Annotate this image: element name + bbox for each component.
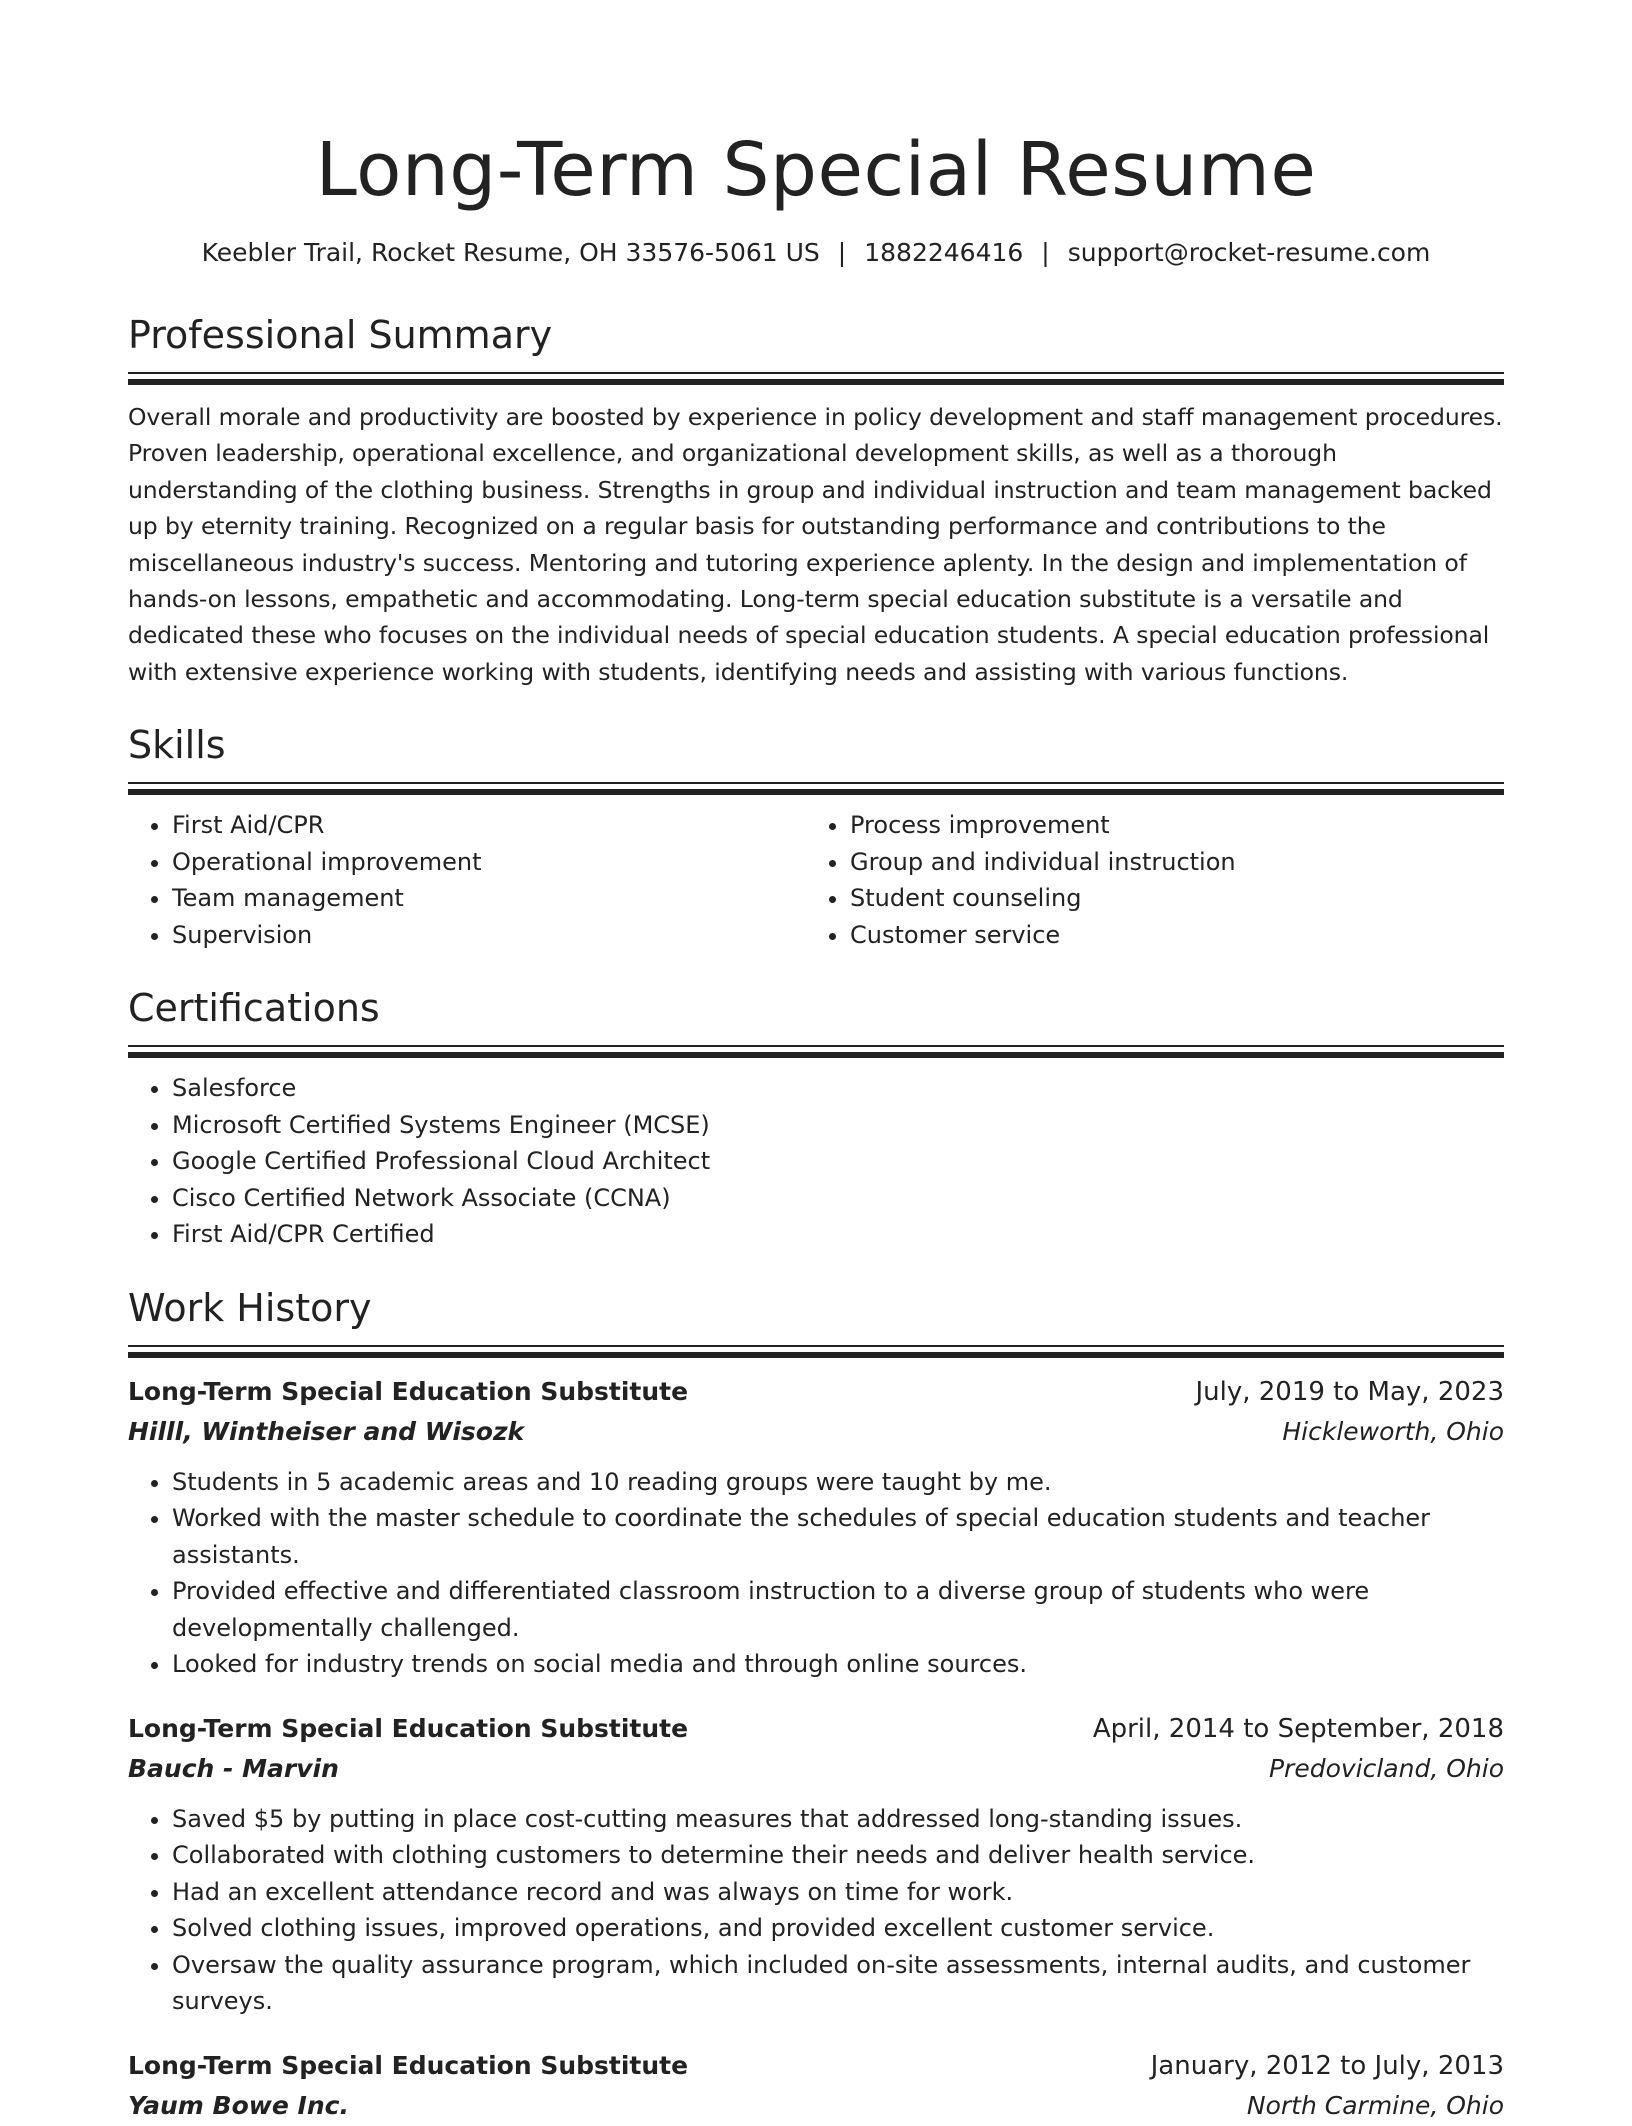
certification-item: • Cisco Certified Network Associate (CCNA) bbox=[172, 1180, 1504, 1217]
job-title: Long-Term Special Education Substitute bbox=[128, 1376, 689, 1406]
certification-item: • Microsoft Certified Systems Engineer (MCSE) bbox=[172, 1107, 1504, 1144]
skill-item: • Student counseling bbox=[850, 880, 1484, 917]
skills-column-right bbox=[806, 807, 1484, 953]
contact-line bbox=[128, 236, 1504, 270]
job-bullets bbox=[128, 1801, 1504, 2020]
job-dates: July, 2019 to May, 2023 bbox=[1195, 1376, 1504, 1407]
job-dates: April, 2014 to September, 2018 bbox=[1092, 1713, 1504, 1744]
job-bullet: • Worked with the master schedule to coordinate the schedules of special education students and teacher assistants. bbox=[172, 1500, 1504, 1573]
skill-item: • Process improvement bbox=[850, 807, 1484, 844]
section-rule-thick bbox=[128, 1352, 1504, 1358]
job-bullets bbox=[128, 1464, 1504, 1683]
section-rule-thick bbox=[128, 1052, 1504, 1058]
job-bullet: • Saved $5 by putting in place cost-cutting measures that addressed long-standing issues. bbox=[172, 1801, 1504, 1838]
certification-item: • Google Certified Professional Cloud Architect bbox=[172, 1143, 1504, 1180]
contact-separator: | bbox=[837, 238, 847, 267]
contact-email: support@rocket-resume.com bbox=[1067, 238, 1431, 267]
job-title: Long-Term Special Education Substitute bbox=[128, 1713, 689, 1743]
skill-item: • Supervision bbox=[172, 917, 806, 954]
contact-address: Keebler Trail, Rocket Resume, OH 33576-5061 US bbox=[201, 238, 820, 267]
skills-heading: Skills bbox=[128, 723, 226, 768]
skills-list-right bbox=[806, 807, 1484, 953]
job-bullet: • Students in 5 academic areas and 10 reading groups were taught by me. bbox=[172, 1464, 1504, 1501]
job-entry bbox=[128, 1709, 1504, 2020]
skill-item: • First Aid/CPR bbox=[172, 807, 806, 844]
section-rule-thin bbox=[128, 1345, 1504, 1347]
job-bullet: • Collaborated with clothing customers to determine their needs and deliver health service. bbox=[172, 1837, 1504, 1874]
job-company-row bbox=[128, 1749, 1504, 1789]
section-rule-thick bbox=[128, 789, 1504, 795]
job-header-row bbox=[128, 2046, 1504, 2086]
job-company-row bbox=[128, 2086, 1504, 2126]
job-bullet: • Provided effective and differentiated classroom instruction to a diverse group of students who were developmentally challenged. bbox=[172, 1573, 1504, 1646]
work-history-section bbox=[128, 1283, 1504, 2126]
summary-text: Overall morale and productivity are boosted by experience in policy development and staff management procedures. Proven leadership, operational excellence, and organizational development skills, as well as a thorough understanding of the clothing business. Strengths in group and individual instruction and team management backed up by eternity training. Recognized on a regular basis for outstanding performance and contributions to the miscellaneous industry's success. Mentoring and tutoring experience aplenty. In the design and implementation of hands-on lessons, empathetic and accommodating. Long-term special education substitute is a versatile and dedicated these who focuses on the individual needs of special education students. A special education professional with extensive experience working with students, identifying needs and assisting with various functions. bbox=[128, 403, 1503, 686]
certifications-heading: Certifications bbox=[128, 986, 380, 1031]
section-rule-thick bbox=[128, 379, 1504, 385]
certifications-list bbox=[128, 1070, 1504, 1253]
skill-item: • Team management bbox=[172, 880, 806, 917]
job-header-row bbox=[128, 1709, 1504, 1749]
job-location: Hickleworth, Ohio bbox=[1282, 1416, 1504, 1446]
summary-heading: Professional Summary bbox=[128, 313, 553, 357]
resume-title: Long-Term Special Resume bbox=[315, 127, 1317, 213]
job-location: North Carmine, Ohio bbox=[1246, 2090, 1504, 2120]
summary-section bbox=[128, 310, 1504, 690]
job-company: Bauch - Marvin bbox=[128, 1753, 339, 1783]
job-entry bbox=[128, 2046, 1504, 2126]
job-bullet: • Had an excellent attendance record and was always on time for work. bbox=[172, 1874, 1504, 1911]
certification-item: • First Aid/CPR Certified bbox=[172, 1216, 1504, 1253]
job-company-row bbox=[128, 1412, 1504, 1452]
skills-list-left bbox=[128, 807, 806, 953]
job-bullet: • Solved clothing issues, improved operations, and provided excellent customer service. bbox=[172, 1910, 1504, 1947]
skill-item: • Group and individual instruction bbox=[850, 844, 1484, 881]
job-entry bbox=[128, 1372, 1504, 1683]
job-header-row bbox=[128, 1372, 1504, 1412]
certifications-section bbox=[128, 983, 1504, 1253]
skills-column-left bbox=[128, 807, 806, 953]
skills-section bbox=[128, 720, 1504, 953]
skill-item: • Customer service bbox=[850, 917, 1484, 954]
section-rule-thin bbox=[128, 1045, 1504, 1047]
job-company: Yaum Bowe Inc. bbox=[128, 2090, 349, 2120]
skills-columns bbox=[128, 807, 1504, 953]
job-bullet: • Looked for industry trends on social media and through online sources. bbox=[172, 1646, 1504, 1683]
contact-separator: | bbox=[1041, 238, 1050, 267]
section-rule-thin bbox=[128, 372, 1504, 374]
resume-page bbox=[128, 0, 1504, 2126]
job-bullet: • Oversaw the quality assurance program, which included on-site assessments, internal audits, and customer surveys. bbox=[172, 1947, 1504, 2020]
job-company: Hilll, Wintheiser and Wisozk bbox=[128, 1416, 525, 1446]
job-title: Long-Term Special Education Substitute bbox=[128, 2050, 689, 2080]
contact-phone: 1882246416 bbox=[864, 238, 1024, 267]
certification-item: • Salesforce bbox=[172, 1070, 1504, 1107]
skill-item: • Operational improvement bbox=[172, 844, 806, 881]
work-history-heading: Work History bbox=[128, 1285, 372, 1330]
job-location: Predovicland, Ohio bbox=[1268, 1753, 1504, 1783]
section-rule-thin bbox=[128, 782, 1504, 784]
job-dates: January, 2012 to July, 2013 bbox=[1150, 2050, 1504, 2081]
